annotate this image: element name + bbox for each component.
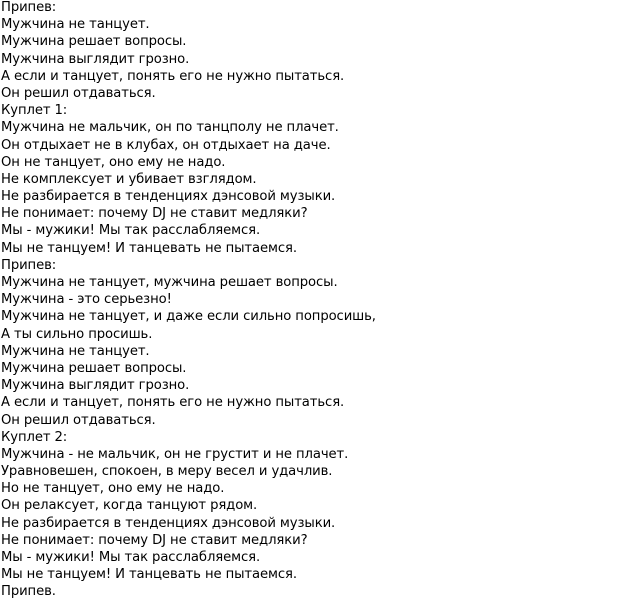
lyrics-line: Не понимает: почему DJ не ставит медляки? [1,532,308,548]
lyrics-line: Мужчина не мальчик, он по танцполу не плачет. [1,120,339,136]
lyrics-line: Он отдыхает не в клубах, он отдыхает на даче. [1,137,331,153]
lyrics-line: Он не танцует, оно ему не надо. [1,154,226,170]
lyrics-line: Мы - мужики! Мы так расслабляемся. [1,223,261,239]
lyrics-line: Мы - мужики! Мы так расслабляемся. [1,550,261,565]
lyrics-line: Мужчина не танцует, и даже если сильно попросишь, [1,309,376,325]
lyrics-line: Он релаксует, когда танцуют рядом. [1,498,258,514]
lyrics-line: Припев. [1,584,56,600]
lyrics-line: Мужчина - это серьезно! [1,292,172,308]
lyrics-line: Не понимает: почему DJ не ставит медляки? [1,206,308,222]
lyrics-line: Мужчина выглядит грозно. [1,51,190,67]
lyrics-line: Мужчина - не мальчик, он не грустит и не плачет. [1,446,349,462]
lyrics-line: А ты сильно просишь. [1,326,153,342]
lyrics-line: Но не танцует, оно ему не надо. [1,481,225,497]
lyrics-line: А если и танцует, понять его не нужно пытаться. [1,395,345,411]
lyrics-line: Куплет 1: [1,103,68,119]
lyrics-line: Он решил отдаваться. [1,85,156,101]
lyrics-line: Мужчина не танцует. [1,17,150,33]
lyrics-line: А если и танцует, понять его не нужно пытаться. [1,68,345,84]
lyrics-line: Не комплексует и убивает взглядом. [1,171,257,187]
lyrics-line: Он решил отдаваться. [1,412,156,428]
lyrics-line: Уравновешен, спокоен, в меру весел и удачлив. [1,464,333,480]
lyrics-line: Мужчина не танцует, мужчина решает вопросы. [1,275,338,290]
lyrics-line: Мы не танцуем! И танцевать не пытаемся. [1,567,297,583]
lyrics-line: Мужчина решает вопросы. [1,360,187,376]
lyrics-line: Припев: [1,0,57,15]
lyrics-line: Мужчина решает вопросы. [1,34,187,50]
lyrics-line: Мужчина не танцует. [1,343,150,359]
lyrics-line: Не разбирается в тенденциях дэнсовой музыки. [1,515,336,531]
lyrics-line: Не разбирается в тенденциях дэнсовой музыки. [1,189,336,205]
lyrics-line: Припев: [1,257,57,273]
lyrics-line: Мужчина выглядит грозно. [1,378,190,394]
lyrics-line: Куплет 2: [1,429,68,445]
lyrics-line: Мы не танцуем! И танцевать не пытаемся. [1,240,297,256]
